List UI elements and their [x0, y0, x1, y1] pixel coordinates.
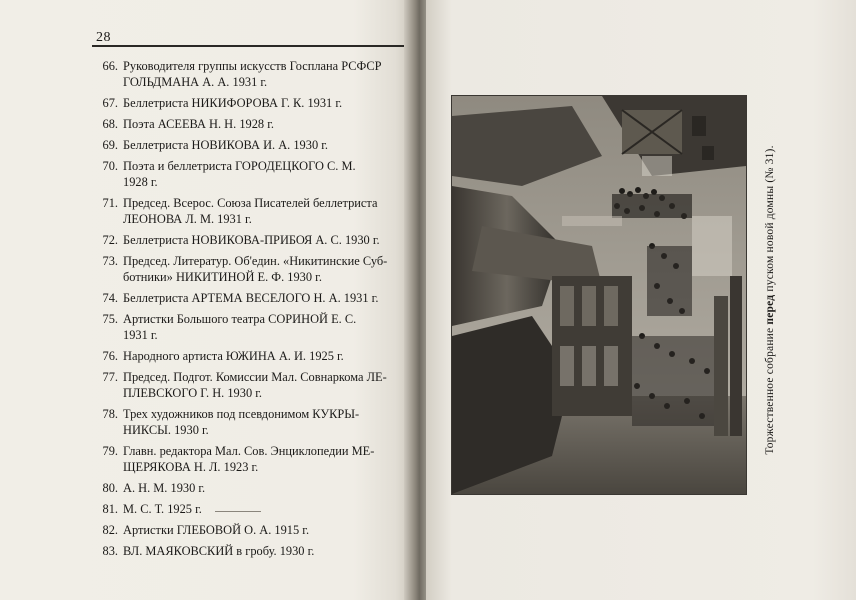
- entry-number: [88, 211, 123, 227]
- entry-line: [88, 459, 412, 475]
- entry-text: М. С. Т. 1925 г.: [123, 502, 202, 516]
- entry-line: [88, 116, 412, 132]
- entry-line: [88, 385, 412, 401]
- entry-text: Трех художников под псевдонимом КУКРЫ-: [123, 407, 360, 421]
- entry-number: 75.: [102, 312, 118, 326]
- entry-text: Беллетриста НОВИКОВА-ПРИБОЯ А. С. 1930 г.: [123, 233, 380, 247]
- entry-line: [88, 406, 412, 422]
- entry-text: Председ. Подгот. Комиссии Мал. Совнаркома ЛЕ-: [123, 370, 387, 384]
- entry-number: 72.: [102, 233, 118, 247]
- entry-text: Поэта АСЕЕВА Н. Н. 1928 г.: [123, 117, 274, 131]
- entry-text: Артистки ГЛЕБОВОЙ О. А. 1915 г.: [123, 523, 310, 537]
- entry-line: [88, 369, 412, 385]
- entry-number: [88, 422, 123, 438]
- entry-number: 69.: [102, 138, 118, 152]
- entry-number: [88, 269, 123, 285]
- end-rule: [215, 511, 261, 512]
- entry-number: 78.: [102, 407, 118, 421]
- entry-line: [88, 174, 412, 190]
- caption-emphasis: перед: [764, 294, 776, 325]
- entry-text: НИКСЫ. 1930 г.: [123, 423, 209, 437]
- entry-number: [88, 74, 123, 90]
- entry-text: Председ. Всерос. Союза Писателей беллетриста: [123, 196, 378, 210]
- entry-line: [88, 311, 412, 327]
- entry-text: Председ. Литератур. Об'един. «Никитинские Суб-: [123, 254, 388, 268]
- entry-line: [88, 253, 412, 269]
- entry-number: 66.: [102, 59, 118, 73]
- entry-line: [88, 422, 412, 438]
- entry-line: [88, 58, 412, 74]
- left-page: [0, 0, 416, 600]
- entry-line: [88, 480, 412, 496]
- entry-text: Руководителя группы искусств Госплана РСФСР: [123, 59, 382, 73]
- entry-number: 71.: [102, 196, 118, 210]
- entry-number: [88, 459, 123, 475]
- entry-number: 80.: [102, 481, 118, 495]
- entry-line: [88, 348, 412, 364]
- entry-number: 81.: [102, 502, 118, 516]
- entry-line: [88, 195, 412, 211]
- entry-text: ботники» НИКИТИНОЙ Е. Ф. 1930 г.: [123, 270, 322, 284]
- entry-number: 82.: [102, 523, 118, 537]
- entry-line: [88, 522, 412, 538]
- entry-line: [88, 269, 412, 285]
- entry-number: 77.: [102, 370, 118, 384]
- entry-number: 73.: [102, 254, 118, 268]
- entry-number: [88, 174, 123, 190]
- entry-line: [88, 327, 412, 343]
- entry-line: [88, 137, 412, 153]
- entry-text: А. Н. М. 1930 г.: [123, 481, 206, 495]
- entry-text: ВЛ. МАЯКОВСКИЙ в гробу. 1930 г.: [123, 544, 315, 558]
- entry-text: Беллетриста НОВИКОВА И. А. 1930 г.: [123, 138, 329, 152]
- entry-number: 70.: [102, 159, 118, 173]
- entry-number: 74.: [102, 291, 118, 305]
- entry-text: Народного артиста ЮЖИНА А. И. 1925 г.: [123, 349, 344, 363]
- entry-number: 68.: [102, 117, 118, 131]
- entry-text: 1931 г.: [123, 328, 158, 342]
- header-rule: [92, 45, 408, 47]
- entry-line: [88, 74, 412, 90]
- entry-text: 1928 г.: [123, 175, 158, 189]
- entry-number: 79.: [102, 444, 118, 458]
- entry-text: ГОЛЬДМАНА А. А. 1931 г.: [123, 75, 268, 89]
- entry-line: [88, 290, 412, 306]
- caption-after: пуском новой домны (№ 31).: [764, 145, 776, 292]
- entry-line: [88, 158, 412, 174]
- entry-text: Беллетриста АРТЕМА ВЕСЕЛОГО Н. А. 1931 г.: [123, 291, 379, 305]
- page-number: 28: [96, 30, 111, 45]
- photo-caption: [758, 130, 782, 470]
- entry-text: Главн. редактора Мал. Сов. Энциклопедии МЕ-: [123, 444, 375, 458]
- entry-text: ЩЕРЯКОВА Н. Л. 1923 г.: [123, 460, 259, 474]
- photo-illustration: [452, 96, 746, 494]
- entry-text: ЛЕОНОВА Л. М. 1931 г.: [123, 212, 252, 226]
- caption-before: Торжественное собрание: [764, 327, 776, 455]
- entry-number: 76.: [102, 349, 118, 363]
- entry-line: [88, 501, 412, 517]
- entry-number: 83.: [102, 544, 118, 558]
- entry-text: Поэта и беллетриста ГОРОДЕЦКОГО С. М.: [123, 159, 356, 173]
- entry-line: [88, 95, 412, 111]
- entry-list: [88, 58, 412, 559]
- entry-text: Артистки Большого театра СОРИНОЙ Е. С.: [123, 312, 357, 326]
- entry-number: [88, 385, 123, 401]
- entry-line: [88, 543, 412, 559]
- entry-number: [88, 327, 123, 343]
- entry-line: [88, 211, 412, 227]
- entry-text: ПЛЕВСКОГО Г. Н. 1930 г.: [123, 386, 263, 400]
- entry-text: Беллетриста НИКИФОРОВА Г. К. 1931 г.: [123, 96, 343, 110]
- entry-line: [88, 443, 412, 459]
- blast-furnace-photo: [452, 96, 746, 494]
- entry-number: 67.: [102, 96, 118, 110]
- entry-line: [88, 232, 412, 248]
